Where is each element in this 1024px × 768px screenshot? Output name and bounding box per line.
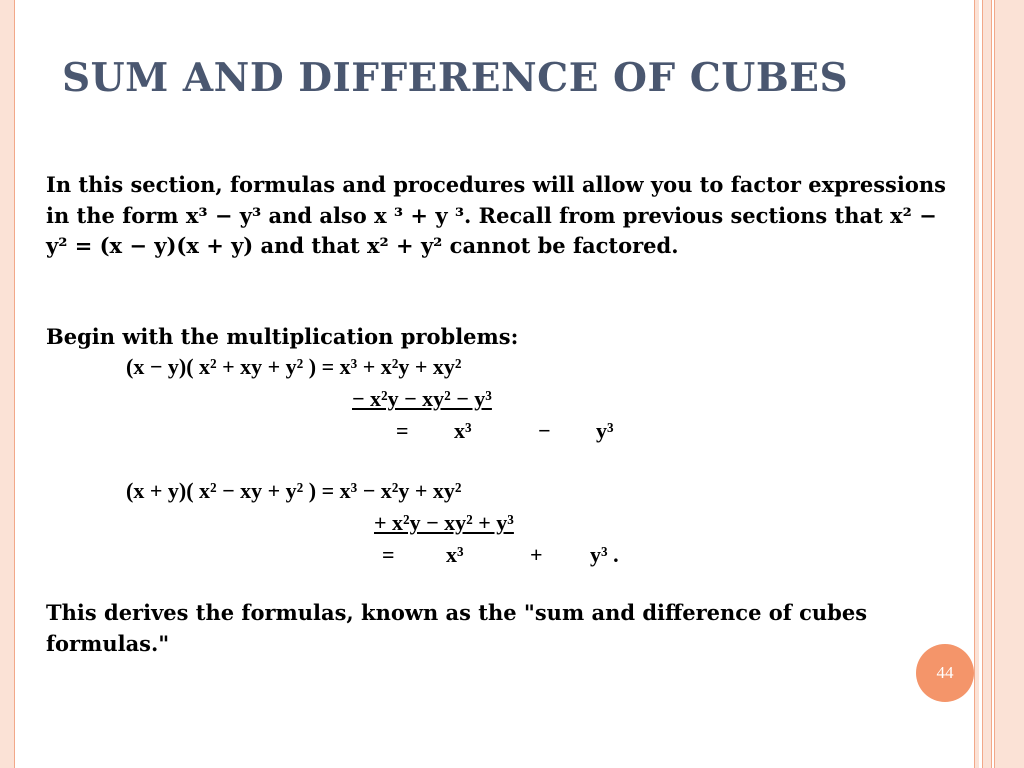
left-decorative-bar — [0, 0, 15, 768]
begin-text: Begin with the multiplication problems: — [46, 324, 519, 349]
sum-result-b: y³ . — [590, 542, 619, 567]
difference-line-1: (x − y)( x² + xy + y² ) = x³ + x²y + xy² — [126, 354, 462, 379]
page-number-badge: 44 — [916, 644, 974, 702]
sum-line-2: + x²y − xy² + y³ — [374, 510, 514, 535]
conclusion-paragraph — [46, 598, 946, 659]
sum-line-1: (x + y)( x² − xy + y² ) = x³ − x²y + xy² — [126, 478, 462, 503]
begin-line — [46, 322, 946, 353]
conclusion-text: This derives the formulas, known as the "sum and difference of cubes formulas." — [46, 600, 868, 656]
sum-result-op: + — [530, 542, 543, 567]
difference-result-b: y³ — [596, 418, 614, 443]
difference-result-op: − — [538, 418, 551, 443]
slide-title: SUM AND DIFFERENCE OF CUBES — [62, 55, 849, 101]
difference-eq-sign: = — [396, 418, 409, 443]
difference-result-a: x³ — [454, 418, 472, 443]
sum-eq-sign: = — [382, 542, 395, 567]
difference-line-2: − x²y − xy² − y³ — [352, 386, 492, 411]
intro-text: In this section, formulas and procedures will allow you to factor expressions in the form x³ − y³ and also x ³ + y ³. Recall from previous sections that x² − y² = (x − y)(x + y) and that x² + y² cannot be factored. — [46, 172, 946, 258]
sum-result-a: x³ — [446, 542, 464, 567]
right-decorative-bars — [974, 0, 1024, 768]
intro-paragraph — [46, 170, 946, 262]
